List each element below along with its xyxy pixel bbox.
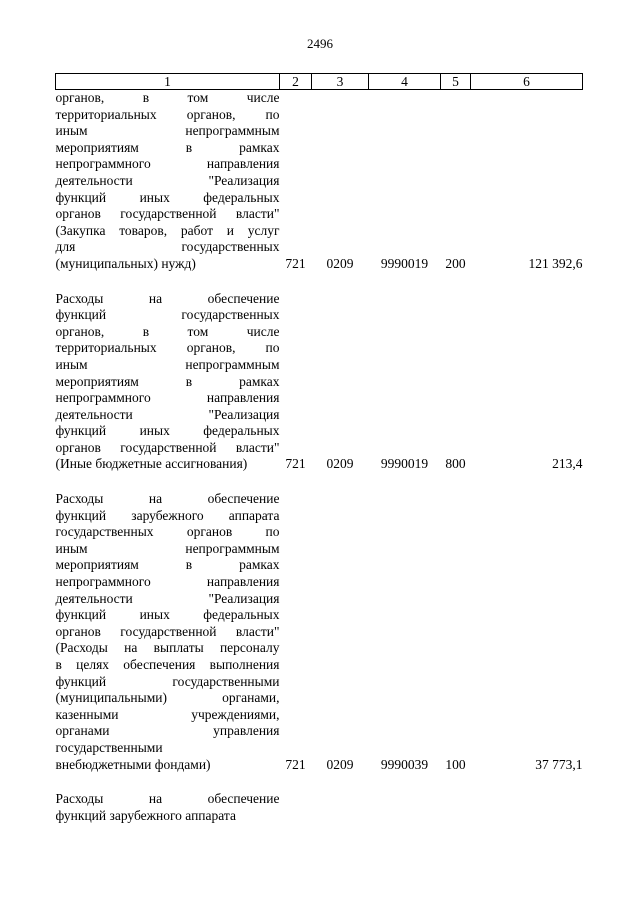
description-line: (Расходы на выплаты персоналу [55,640,280,656]
description-line: для государственных [55,239,280,255]
description-line: (муниципальных) нужд) [55,255,196,271]
description-line: функций иных федеральных [55,607,280,623]
description-line: казенными учреждениями, [55,706,280,722]
description-line: функций государственными [55,673,280,689]
description-line: территориальных органов, по [55,340,280,356]
row-spacer-cell [56,473,583,491]
section-code: 0209 [326,456,354,472]
page-number: 2496 [307,36,333,51]
description-line: органов государственной власти" [55,623,280,639]
description-line: органов, в том числе [55,323,280,339]
description-line: функций иных федеральных [55,423,280,439]
expense-type-code: 200 [445,255,466,271]
column-header-3: 3 [312,74,369,90]
section-code [312,791,369,824]
row-spacer-cell [56,273,583,291]
column-header-1: 1 [56,74,280,90]
description-line: внебюджетными фондами) [55,756,211,772]
description-line: Расходы на обеспечение [55,791,280,807]
row-description [56,90,280,273]
description-line: органов государственной власти" [55,206,280,222]
description-line: органов государственной власти" [55,439,280,455]
target-article-code: 9990019 [380,456,429,472]
description-line: (Закупка товаров, работ и услуг [55,222,280,238]
table-body [56,90,583,825]
description-line: мероприятиям в рамках [55,557,280,573]
description-line: деятельности "Реализация [55,406,280,422]
description-line: иным непрограммным [55,123,280,139]
description-line: функций зарубежного аппарата [55,507,280,523]
description-line: иным непрограммным [55,356,280,372]
amount: 213,4 [552,456,583,472]
column-header-4: 4 [369,74,441,90]
description-line: деятельности "Реализация [55,590,280,606]
expense-type-code: 100 [445,756,466,772]
description-line: (муниципальными) органами, [55,690,280,706]
amount: 121 392,6 [528,255,583,271]
description-line: (Иные бюджетные ассигнования) [55,456,248,472]
table-row [56,291,583,474]
description-line: функций государственных [55,307,280,323]
row-description [56,291,280,474]
ministry-code: 721 [285,756,306,772]
section-code: 0209 [326,255,354,271]
description-line: государственными [55,739,163,755]
description-line: государственных органов по [55,524,280,540]
column-header-2: 2 [280,74,312,90]
ministry-code: 721 [285,255,306,271]
description-line: функций зарубежного аппарата [55,807,236,823]
description-line: Расходы на обеспечение [55,491,280,507]
target-article-code: 9990039 [380,756,429,772]
description-line: органами управления [55,723,280,739]
table-row [56,491,583,773]
amount: 37 773,1 [535,756,583,772]
row-description [56,491,280,773]
row-spacer [56,773,583,791]
description-line: иным непрограммным [55,540,280,556]
row-spacer [56,273,583,291]
amount [471,791,583,824]
description-line: непрограммного направления [55,574,280,590]
description-line: функций иных федеральных [55,189,280,205]
description-line: непрограммного направления [55,390,280,406]
table-row [56,791,583,824]
row-spacer-cell [56,773,583,791]
description-line: органов, в том числе [55,90,280,105]
column-number-header [56,74,583,90]
description-line: деятельности "Реализация [55,172,280,188]
expense-type-code: 800 [445,456,466,472]
column-header-6: 6 [471,74,583,90]
ministry-code [280,791,312,824]
expense-type-code [441,791,471,824]
row-description [56,791,280,824]
ministry-code: 721 [285,456,306,472]
target-article-code [369,791,441,824]
description-line: непрограммного направления [55,156,280,172]
table-row [56,90,583,273]
target-article-code: 9990019 [380,255,429,271]
column-header-5: 5 [441,74,471,90]
description-line: Расходы на обеспечение [55,290,280,306]
row-spacer [56,473,583,491]
description-line: мероприятиям в рамках [55,373,280,389]
description-line: в целях обеспечения выполнения [55,657,280,672]
budget-table [55,73,583,824]
section-code: 0209 [326,756,354,772]
description-line: территориальных органов, по [55,106,280,122]
description-line: мероприятиям в рамках [55,139,280,155]
